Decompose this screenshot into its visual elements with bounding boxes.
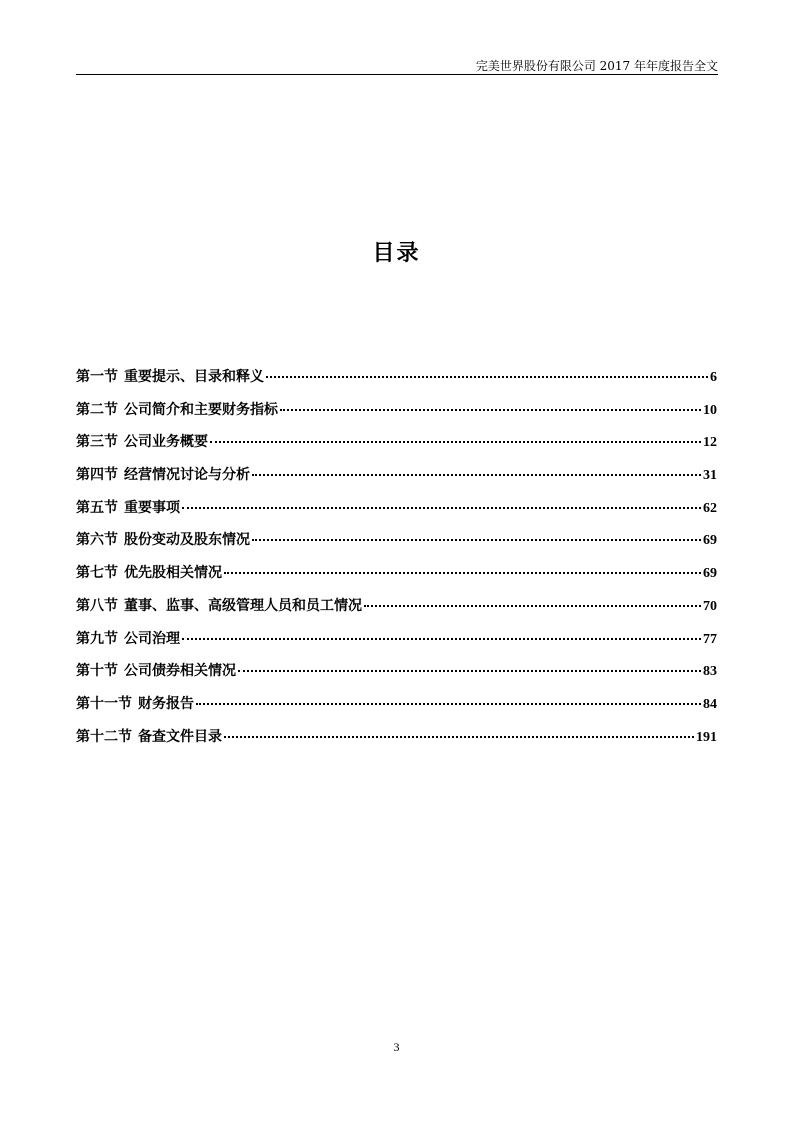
footer-page-number: 3 bbox=[393, 1040, 400, 1054]
toc-section-number: 第八节 bbox=[76, 597, 118, 614]
dot-leader bbox=[364, 605, 701, 607]
dot-leader bbox=[224, 572, 701, 574]
report-header-title: 完美世界股份有限公司 2017 年年度报告全文 bbox=[475, 59, 718, 73]
dot-leader bbox=[238, 670, 701, 672]
toc-entry[interactable] bbox=[76, 726, 717, 759]
toc-section-number: 第六节 bbox=[76, 532, 118, 549]
toc-section-title: 重要事项 bbox=[124, 499, 180, 516]
toc-page-number: 31 bbox=[703, 468, 717, 484]
toc-page-number: 77 bbox=[703, 631, 717, 647]
toc-title: 目录 bbox=[372, 240, 421, 266]
toc-page-number: 191 bbox=[696, 729, 717, 745]
toc-section-number: 第三节 bbox=[76, 434, 118, 451]
toc-section-title: 董事、监事、高级管理人员和员工情况 bbox=[124, 597, 362, 614]
toc-entry[interactable] bbox=[76, 464, 717, 497]
toc-page-number: 69 bbox=[703, 533, 717, 549]
dot-leader bbox=[182, 507, 701, 509]
toc-entry[interactable] bbox=[76, 628, 717, 661]
toc-page-number: 83 bbox=[703, 664, 717, 680]
toc-page-number: 70 bbox=[703, 598, 717, 614]
toc-section-title: 优先股相关情况 bbox=[124, 565, 222, 582]
page-header bbox=[76, 54, 718, 75]
toc-section-number: 第十节 bbox=[76, 663, 118, 680]
toc-section-number: 第五节 bbox=[76, 499, 118, 516]
toc-page-number: 12 bbox=[703, 435, 717, 451]
toc-section-title: 公司简介和主要财务指标 bbox=[124, 401, 278, 418]
dot-leader bbox=[210, 441, 701, 443]
toc-entry[interactable] bbox=[76, 366, 717, 399]
toc-section-number: 第九节 bbox=[76, 630, 118, 647]
toc-section-number: 第四节 bbox=[76, 467, 118, 484]
dot-leader bbox=[280, 409, 701, 411]
dot-leader bbox=[266, 376, 708, 378]
toc-entry[interactable] bbox=[76, 693, 717, 726]
toc-entry[interactable] bbox=[76, 562, 717, 595]
toc-section-title: 公司治理 bbox=[124, 630, 180, 647]
toc-page-number: 69 bbox=[703, 566, 717, 582]
dot-leader bbox=[224, 736, 694, 738]
toc-section-number: 第二节 bbox=[76, 401, 118, 418]
toc-entry[interactable] bbox=[76, 595, 717, 628]
toc-section-title: 经营情况讨论与分析 bbox=[124, 467, 250, 484]
toc-section-title: 公司债券相关情况 bbox=[124, 663, 236, 680]
toc-entry[interactable] bbox=[76, 399, 717, 432]
dot-leader bbox=[252, 474, 701, 476]
toc-page-number: 62 bbox=[703, 500, 717, 516]
dot-leader bbox=[182, 638, 701, 640]
toc-entry[interactable] bbox=[76, 497, 717, 530]
toc-section-title: 公司业务概要 bbox=[124, 434, 208, 451]
toc-section-title: 重要提示、目录和释义 bbox=[124, 369, 264, 385]
table-of-contents bbox=[76, 366, 717, 758]
dot-leader bbox=[252, 539, 701, 541]
toc-section-title: 股份变动及股东情况 bbox=[124, 532, 250, 549]
toc-section-number: 第十二节 bbox=[76, 728, 132, 745]
toc-page-number: 84 bbox=[703, 696, 717, 712]
toc-section-title: 备查文件目录 bbox=[138, 728, 222, 745]
toc-entry[interactable] bbox=[76, 660, 717, 693]
toc-section-title: 财务报告 bbox=[138, 695, 194, 712]
toc-page-number: 6 bbox=[710, 370, 717, 385]
toc-section-number: 第十一节 bbox=[76, 695, 132, 712]
toc-page-number: 10 bbox=[703, 402, 717, 418]
toc-entry[interactable] bbox=[76, 431, 717, 464]
toc-section-number: 第一节 bbox=[76, 369, 118, 385]
toc-section-number: 第七节 bbox=[76, 565, 118, 582]
toc-entry[interactable] bbox=[76, 529, 717, 562]
dot-leader bbox=[196, 703, 701, 705]
